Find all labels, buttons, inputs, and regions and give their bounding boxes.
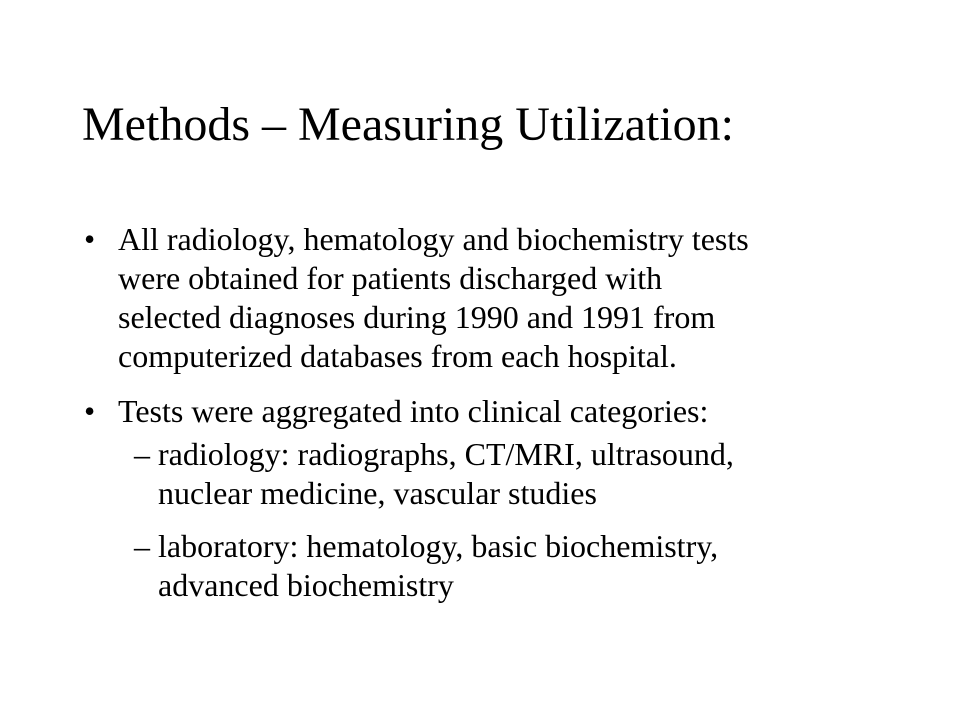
sub-bullet-text [158,435,884,513]
bullet-line: All radiology, hematology and biochemistry tests [118,221,749,257]
dash-marker: – [134,528,150,564]
bullet-line: selected diagnoses during 1990 and 1991 from [118,299,716,335]
sub-bullet-item [118,435,884,513]
bullet-item [84,392,884,605]
bullet-line: were obtained for patients discharged with [118,260,663,296]
sub-bullet-text [158,527,884,605]
bullet-marker: • [84,393,96,429]
dash-marker: – [134,436,150,472]
bullet-line: computerized databases from each hospital. [118,338,677,374]
bullet-marker: • [84,221,96,257]
sub-bullet-line: nuclear medicine, vascular studies [158,475,597,511]
sub-bullet-line: advanced biochemistry [158,567,454,603]
sub-bullet-line: radiology: radiographs, CT/MRI, ultrasound, [158,436,734,472]
sub-bullet-list [118,435,884,605]
bullet-item [84,220,884,376]
bullet-line: Tests were aggregated into clinical categories: [118,393,709,429]
bullet-text [118,392,884,431]
sub-bullet-line: laboratory: hematology, basic biochemistry, [158,528,719,564]
sub-bullet-item [118,527,884,605]
bullet-text [118,220,884,376]
bullet-list [84,220,884,621]
slide-title: Methods – Measuring Utilization: [82,98,734,151]
